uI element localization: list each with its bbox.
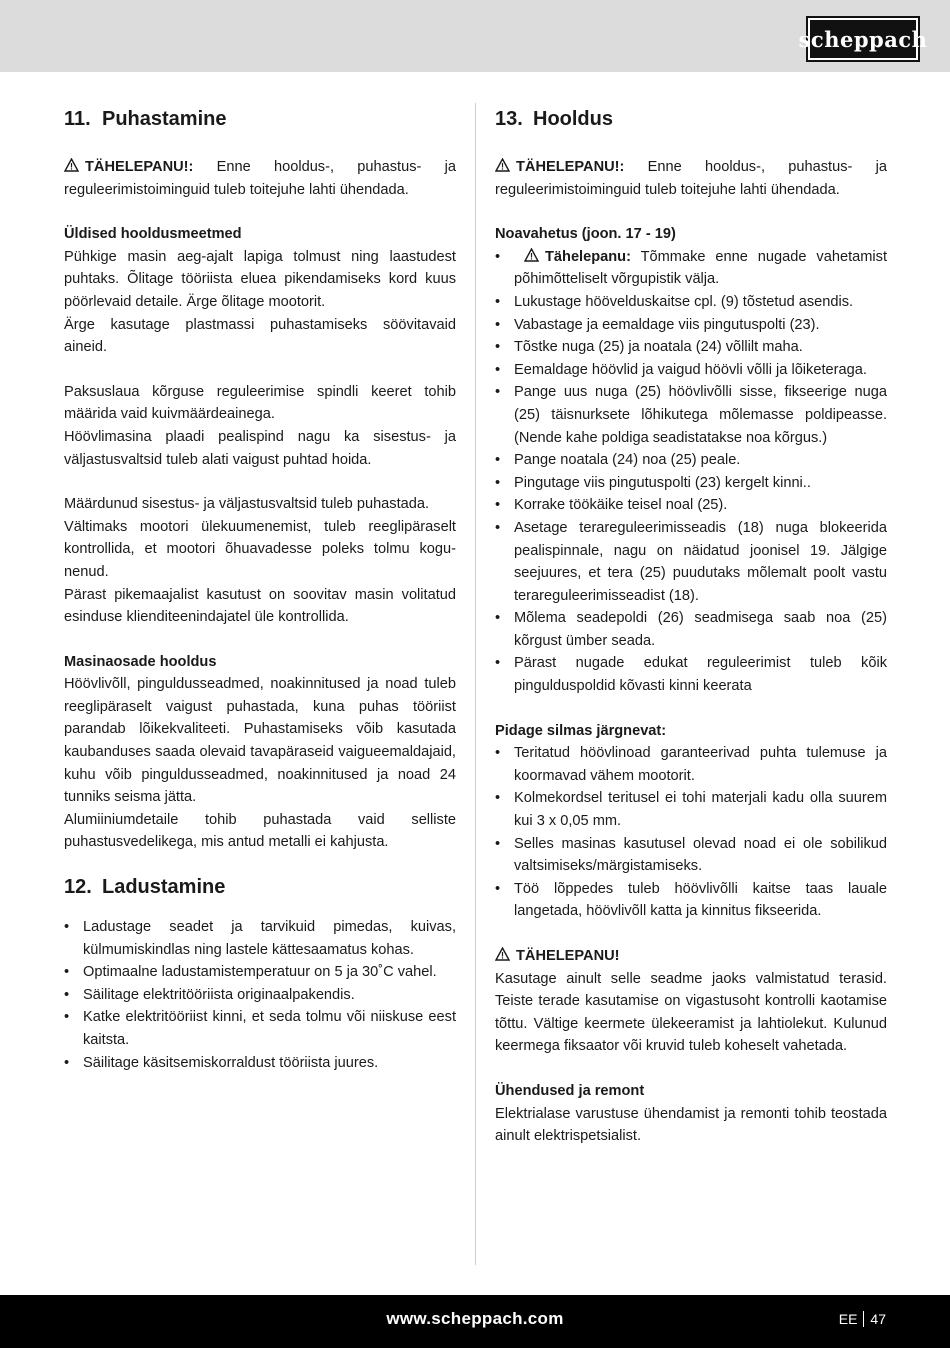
- list-item: • Säilitage käsitsemiskorraldust tööriista juures.: [64, 1052, 456, 1075]
- section-number: 12.: [64, 876, 92, 899]
- storage-list: [64, 916, 456, 1074]
- list-item: • Säilitage elektritööriista originaalpakendis.: [64, 984, 456, 1007]
- paragraph: Pärast pikemaajalist kasutust on soovitav masin volitatud esinduse klienditeenindajatel üle kontrollida.: [64, 586, 456, 626]
- language-code: EE: [838, 1311, 858, 1327]
- list-item: • Katke elektritööriist kinni, et seda tolmu või niiskuse eest kaitsta.: [64, 1006, 456, 1051]
- section-12-heading: [64, 872, 456, 902]
- warning-paragraph: [495, 156, 887, 201]
- list-item: • Kolmekordsel teritusel ei tohi materjali kadu olla suurem kui 3 x 0,05 mm.: [495, 787, 887, 832]
- column-divider: [475, 103, 476, 1265]
- list-item: • Mõlema seadepoldi (26) seadmisega saab noa (25) kõrgust ümber seada.: [495, 607, 887, 652]
- list-item: • Vabastage ja eemaldage viis pingutuspolti (23).: [495, 314, 887, 337]
- paragraph: Määrdunud sisestus- ja väljastusvaltsid tuleb puhastada.: [64, 496, 430, 513]
- section-title: Ladustamine: [102, 876, 226, 899]
- page-header: [0, 0, 950, 72]
- warning-icon: [524, 248, 539, 262]
- section-number: 13.: [495, 108, 523, 130]
- list-item: • Teritatud höövlinoad garanteerivad puhta tulemuse ja koormavad vähem mootorit.: [495, 742, 887, 787]
- warning-text: Enne hooldus-, puhastus- ja reguleerimistoiminguid tuleb toitejuhe lahti ühendada.: [64, 159, 456, 198]
- parts-maintenance-heading: Masinaosade hooldus: [64, 653, 217, 670]
- list-item: • Pange uus nuga (25) höövlivõlli sisse, fikseerige nuga (25) täisnurksete lõhikutega mõlemasse poldipeasse. (Nende kahe poldiga seadistatakse noa kõrgus.): [495, 381, 887, 449]
- warning-icon: [495, 158, 510, 172]
- warning-heading: [495, 945, 887, 968]
- list-item: • Pange noatala (24) noa (25) peale.: [495, 449, 887, 472]
- paragraph: Elektrialase varustuse ühendamist ja remonti tohib teostada ainult elektrispetsialist.: [495, 1105, 887, 1145]
- page-footer: [0, 1295, 950, 1348]
- list-item: • Töö lõppedes tuleb höövlivõlli kaitse taas lauale langetada, höövlivõll katta ja kinnitus fikseerida.: [495, 878, 887, 923]
- paragraph: Ärge kasutage plastmassi puhastamiseks söövitavaid aineid.: [64, 316, 456, 356]
- list-item: • Pingutage viis pingutuspolti (23) kergelt kinni..: [495, 472, 887, 495]
- paragraph: Pühkige masin aeg-ajalt lapiga tolmust ning laastudest puhtaks. Õlitage tööriista eluea pikendamiseks kord kuus pöörlevaid detaile. Ärge õlitage mootorit.: [64, 248, 456, 310]
- list-item: • Korrake töökäike teisel noal (25).: [495, 494, 887, 517]
- page-number: 47: [870, 1311, 886, 1327]
- list-item: • Optimaalne ladustamistemperatuur on 5 ja 30˚C vahel.: [64, 961, 456, 984]
- page-indicator: [839, 1311, 886, 1327]
- warning-label: TÄHELEPANU!:: [85, 159, 194, 175]
- section-11-heading: [64, 104, 456, 134]
- list-item: [495, 246, 887, 291]
- paragraph: Paksuslaua kõrguse reguleerimise spindli keeret tohib määrida vaid kuivmäärdeainega.: [64, 383, 456, 423]
- website-url: www.scheppach.com: [386, 1309, 564, 1328]
- paragraph: Vältimaks mootori ülekuumenemist, tuleb reeglipäraselt kontrollida, et mootori õhuavadesse poleks tolmu kogu-nenud.: [64, 518, 456, 580]
- caution-label: Tähelepanu:: [545, 248, 631, 265]
- list-item: • Lukustage höövelduskaitse cpl. (9) tõstetud asendis.: [495, 291, 887, 314]
- list-item: • Ladustage seadet ja tarvikuid pimedas, kuivas, külmumiskindlas ning lastele kättesaamatus kohas.: [64, 916, 456, 961]
- paragraph: Höövlivõll, pinguldusseadmed, noakinnitused ja noad tuleb reeglipäraselt vaigust puhastada, kuna puhas tööriist parandab lõikekvaliteeti. Puhastamiseks võib kasutada kaubanduses saada olevaid tavapäraseid vaigueemaldajaid, kuhu võib pinguldusseadmed, noakinnitused ja noad 24 tunniks seisma jätta.: [64, 676, 456, 806]
- list-item: • Eemaldage höövlid ja vaigud höövli võlli ja lõiketeraga.: [495, 359, 887, 382]
- note-list: [495, 742, 887, 923]
- general-maintenance-heading: Üldised hooldusmeetmed: [64, 226, 242, 243]
- warning-label: TÄHELEPANU!: [516, 948, 620, 964]
- warning-text: Enne hooldus-, puhastus- ja reguleerimistoiminguid tuleb toitejuhe lahti ühendada.: [495, 159, 887, 198]
- list-item: • Tõstke nuga (25) ja noatala (24) võllilt maha.: [495, 336, 887, 359]
- brand-logo: scheppach: [806, 16, 920, 62]
- warning-icon: [64, 158, 79, 172]
- warning-label: TÄHELEPANU!:: [516, 159, 625, 175]
- paragraph: Kasutage ainult selle seadme jaoks valmistatud terasid. Teiste terade kasutamise on vigastusoht kontrolli kaotamise tõttu. Vältige keermete ülekeeramist ja lahtiolekut. Kulunud keermega fiksaator või kruvid tuleb koheselt vahetada.: [495, 970, 887, 1055]
- caution-text: Tõmmake enne nugade vahetamist põhimõtteliselt võrgupistik välja.: [514, 248, 887, 288]
- section-number: 11.: [64, 108, 91, 130]
- paragraph: Höövlimasina plaadi pealispind nagu ka sisestus- ja väljastusvaltsid tuleb alati vaigust puhtad hoida.: [64, 428, 456, 468]
- list-item: • Selles masinas kasutusel olevad noad ei ole sobilikud valtsimiseks/märgistamiseks.: [495, 833, 887, 878]
- warning-icon: [495, 947, 510, 961]
- section-title: Puhastamine: [102, 108, 227, 130]
- section-13-heading: [495, 104, 887, 134]
- list-item: • Asetage terareguleerimisseadis (18) nuga blokeerida pealispinnale, nagu on näidatud joonisel 19. Jälgige seejuures, et tera (25) puudutaks mõlemalt poolt vastu terareguleerimisseadist (18).: [495, 517, 887, 607]
- left-column: [64, 104, 456, 1074]
- warning-paragraph: [64, 156, 456, 201]
- knife-change-list: [495, 246, 887, 698]
- separator: [863, 1311, 864, 1327]
- paragraph: Alumiiniumdetaile tohib puhastada vaid selliste puhastusvedelikega, mis antud metalli ei kahjusta.: [64, 811, 456, 851]
- section-title: Hooldus: [533, 108, 613, 130]
- knife-change-heading: Noavahetus (joon. 17 - 19): [495, 226, 676, 243]
- list-item: • Pärast nugade edukat reguleerimist tuleb kõik pingulduspoldid kõvasti kinni keerata: [495, 652, 887, 697]
- repair-heading: Ühendused ja remont: [495, 1082, 645, 1099]
- note-heading: Pidage silmas järgnevat:: [495, 722, 667, 739]
- right-column: [495, 104, 887, 1148]
